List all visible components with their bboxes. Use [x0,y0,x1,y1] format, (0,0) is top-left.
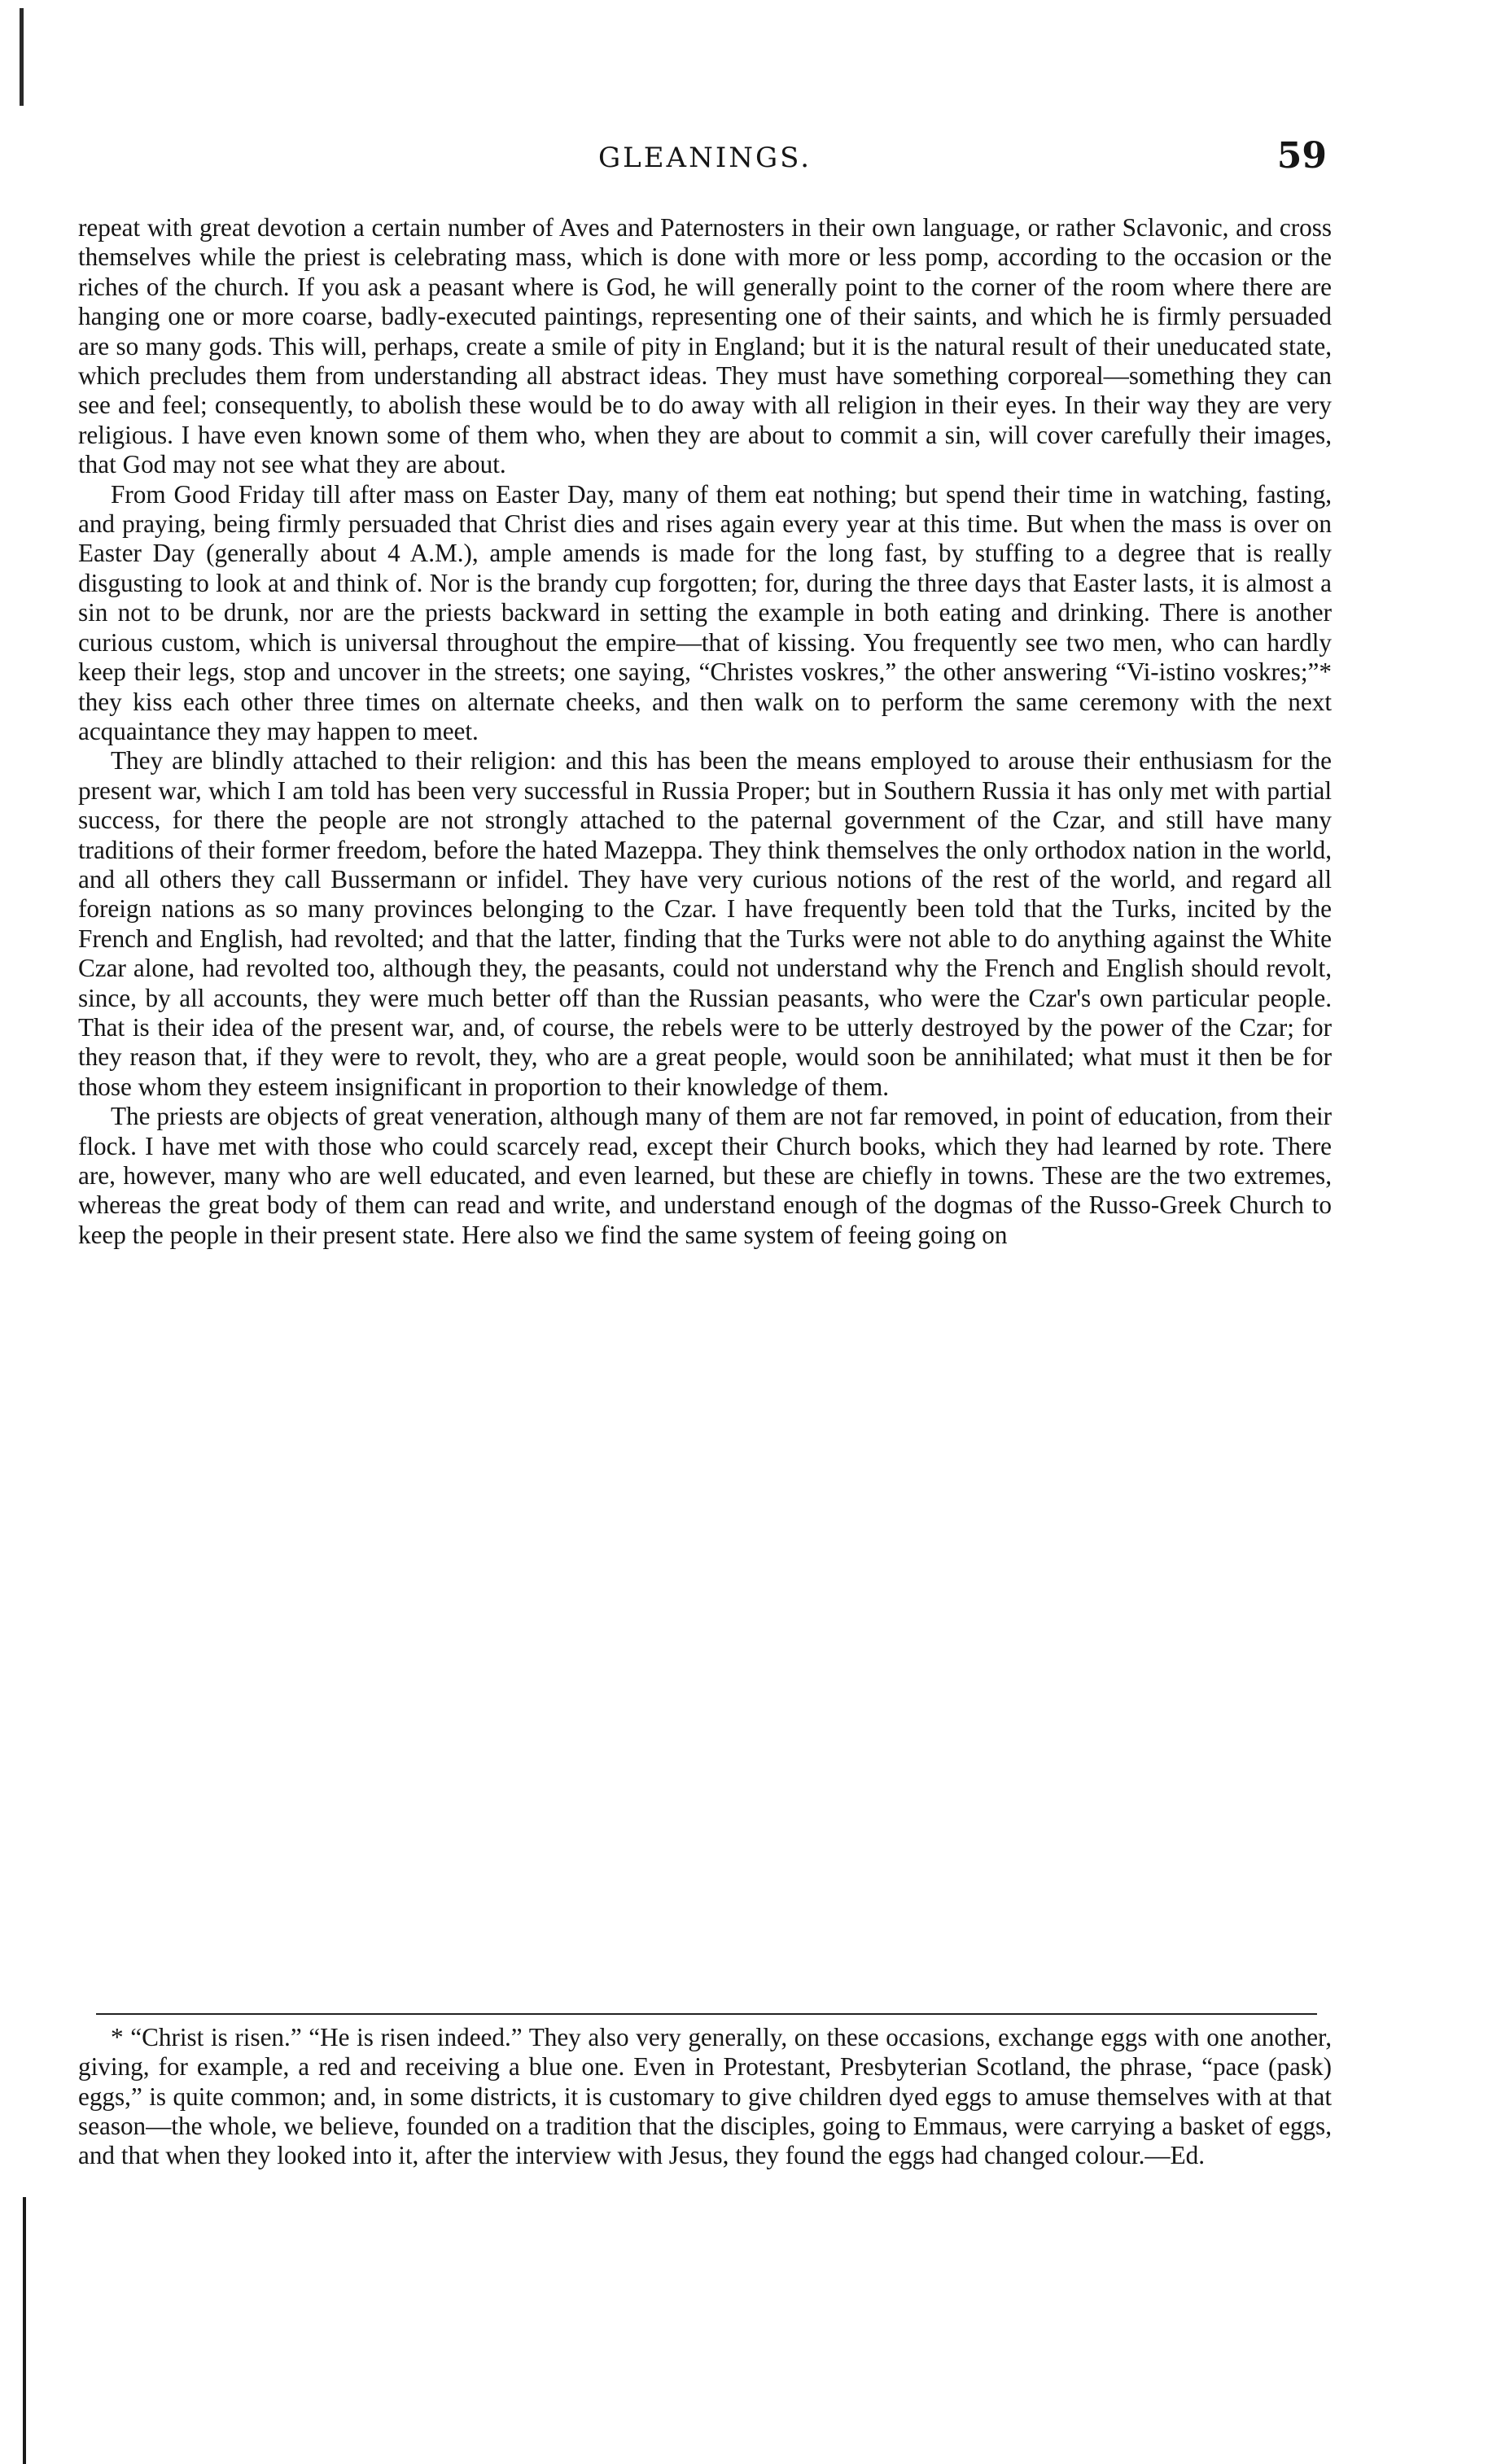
footnote: * “Christ is risen.” “He is risen indeed.” They also very generally, on these occasions, exchange eggs with one another, giving, for example, a red and receiving a blue one. Even in Protestant, Presbyterian Scotland, the phrase, “pace (pask) eggs,” is quite common; and, in some districts, it is customary to give children dyed eggs to amuse themselves with at that season—the whole, we believe, founded on a tradition that the disciples, going to Emmaus, were carrying a basket of eggs, and that when they looked into it, after the interview with Jesus, they found the eggs had changed colour.—Ed. [78,2023,1332,2170]
running-title: GLEANINGS. [597,142,812,174]
paragraph-1: repeat with great devotion a certain number of Aves and Paternosters in their own language, or rather Sclavonic, and cross themselves while the priest is celebrating mass, which is done with more or less pomp, according to the occasion or the riches of the church. If you ask a peasant where is God, he will generally point to the corner of the room where there are hanging one or more coarse, badly-executed paintings, representing one of their saints, and which he is firmly persuaded are so many gods. This will, perhaps, create a smile of pity in England; but it is the natural result of their uneducated state, which precludes them from understanding all abstract ideas. They must have something corporeal—something they can see and feel; consequently, to abolish these would be to do away with all religion in their eyes. In their way they are very religious. I have even known some of them who, when they are about to commit a sin, will cover carefully their images, that God may not see what they are about. [78,213,1332,479]
page-number: 59 [1276,135,1327,177]
running-head [78,135,1332,184]
body-text [78,213,1332,1250]
footnote-divider [96,2013,1317,2015]
scan-margin-mark [20,8,24,106]
scan-binding-edge [23,2197,26,2464]
paragraph-4: The priests are objects of great veneration, although many of them are not far removed, in point of education, from their flock. I have met with those who could scarcely read, except their Church books, which they had learned by rote. There are, however, many who are well educated, and even learned, but these are chiefly in towns. These are the two extremes, whereas the great body of them can read and write, and understand enough of the dogmas of the Russo-Greek Church to keep the people in their present state. Here also we find the same system of feeing going on [78,1102,1332,1249]
paragraph-2: From Good Friday till after mass on Easter Day, many of them eat nothing; but spend their time in watching, fasting, and praying, being firmly persuaded that Christ dies and rises again every year at this time. But when the mass is over on Easter Day (generally about 4 A.M.), ample amends is made for the long fast, by stuffing to a degree that is really disgusting to look at and think of. Nor is the brandy cup forgotten; for, during the three days that Easter lasts, it is almost a sin not to be drunk, nor are the priests backward in setting the example in both eating and drinking. There is another curious custom, which is universal throughout the empire—that of kissing. You frequently see two men, who can hardly keep their legs, stop and uncover in the streets; one saying, “Christes voskres,” the other answering “Vi-istino voskres;”* they kiss each other three times on alternate cheeks, and then walk on to perform the same ceremony with the next acquaintance they may happen to meet. [78,479,1332,745]
paragraph-3: They are blindly attached to their religion: and this has been the means employed to arouse their enthusiasm for the present war, which I am told has been very successful in Russia Proper; but in Southern Russia it has only met with partial success, for there the people are not strongly attached to the paternal government of the Czar, and still have many traditions of their former freedom, before the hated Mazeppa. They think themselves the only orthodox nation in the world, and all others they call Bussermann or infidel. They have very curious notions of the rest of the world, and regard all foreign nations as so many provinces belonging to the Czar. I have frequently been told that the Turks, incited by the French and English, had revolted; and that the latter, finding that the Turks were not able to do anything against the White Czar alone, had revolted too, although they, the peasants, could not understand why the French and English should revolt, since, by all accounts, they were much better off than the Russian peasants, who were the Czar's own particular people. That is their idea of the present war, and, of course, the rebels were to be utterly destroyed by the power of the Czar; for they reason that, if they were to revolt, they, who are a great people, would soon be annihilated; what must it then be for those whom they esteem insignificant in proportion to their knowledge of them. [78,746,1332,1101]
